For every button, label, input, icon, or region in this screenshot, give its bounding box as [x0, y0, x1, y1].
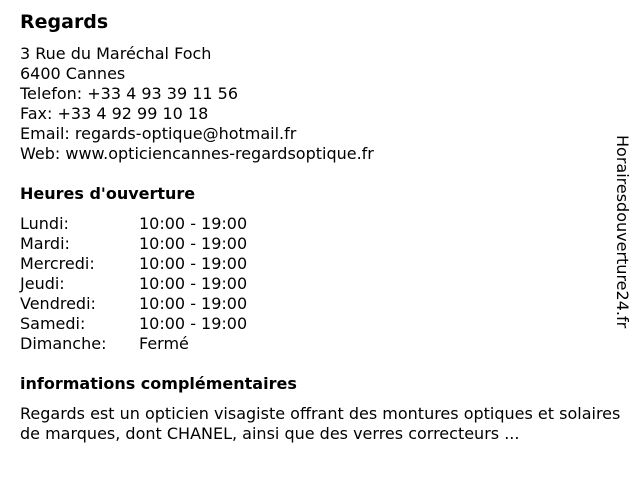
additional-info-heading: informations complémentaires [20, 374, 297, 393]
hours-row-saturday [20, 314, 247, 334]
hours-row-friday [20, 294, 247, 314]
phone-line: Telefon: +33 4 93 39 11 56 [20, 84, 239, 103]
website-line: Web: www.opticiencannes-regardsoptique.fr [20, 144, 374, 163]
day-label: Mercredi: [20, 254, 95, 273]
time-value: Fermé [139, 334, 189, 353]
site-watermark: Horairesdouverture24.fr [613, 135, 632, 329]
email-line: Email: regards-optique@hotmail.fr [20, 124, 297, 143]
opening-hours-table [20, 214, 247, 354]
day-label: Vendredi: [20, 294, 96, 313]
fax-line: Fax: +33 4 92 99 10 18 [20, 104, 209, 123]
time-value: 10:00 - 19:00 [139, 294, 248, 313]
time-value: 10:00 - 19:00 [139, 314, 248, 333]
time-value: 10:00 - 19:00 [139, 274, 248, 293]
contact-block [20, 44, 374, 164]
time-value: 10:00 - 19:00 [139, 214, 248, 233]
day-label: Jeudi: [20, 274, 65, 293]
address-line-city: 6400 Cannes [20, 64, 126, 83]
time-value: 10:00 - 19:00 [139, 234, 248, 253]
opening-hours-heading: Heures d'ouverture [20, 184, 196, 203]
day-label: Samedi: [20, 314, 86, 333]
hours-row-tuesday [20, 234, 247, 254]
hours-row-monday [20, 214, 247, 234]
business-name: Regards [20, 11, 109, 33]
day-label: Lundi: [20, 214, 69, 233]
day-label: Dimanche: [20, 334, 107, 353]
hours-row-thursday [20, 274, 247, 294]
hours-row-wednesday [20, 254, 247, 274]
address-line-street: 3 Rue du Maréchal Foch [20, 44, 212, 63]
day-label: Mardi: [20, 234, 70, 253]
additional-info-text: Regards est un opticien visagiste offrant des montures optiques et solaires de marques, dont CHANEL, ainsi que des verres correcteurs ... [20, 404, 621, 443]
time-value: 10:00 - 19:00 [139, 254, 248, 273]
hours-row-sunday [20, 334, 247, 354]
